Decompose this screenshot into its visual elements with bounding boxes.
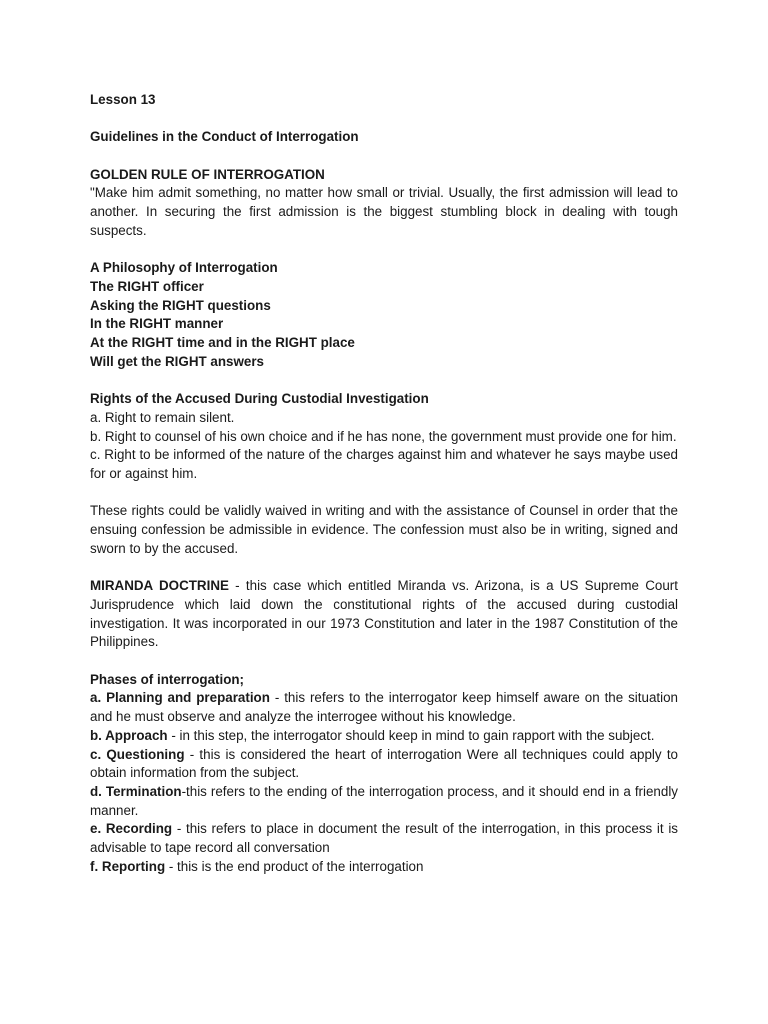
phase-term: b. Approach — [90, 727, 168, 743]
phase-item — [90, 727, 678, 746]
phases-section — [90, 671, 678, 877]
phases-title: Phases of interrogation; — [90, 671, 245, 687]
phase-text: - this refers to the interrogator keep himself aware on the situation and he must observe and analyze the interrogee without his knowledge. — [90, 690, 678, 725]
spacer — [90, 559, 678, 578]
philosophy-line: At the RIGHT time and in the RIGHT place — [90, 335, 355, 351]
lesson-number: Lesson 13 — [90, 92, 156, 107]
phase-item — [90, 858, 678, 877]
rights-item: a. Right to remain silent. — [90, 409, 235, 425]
spacer — [90, 372, 678, 391]
phase-text: - this is the end product of the interrogation — [165, 858, 424, 874]
philosophy-title: A Philosophy of Interrogation — [90, 260, 278, 276]
spacer — [90, 110, 678, 129]
miranda-term: MIRANDA DOCTRINE — [90, 578, 229, 594]
phase-item — [90, 783, 678, 820]
golden-rule-text: "Make him admit something, no matter how small or trivial. Usually, the first admission will lead to another. In securing the first admission is the biggest stumbling block in dealing with tough suspects. — [90, 185, 678, 238]
phase-term: f. Reporting — [90, 858, 166, 874]
waiver-paragraph: These rights could be validly waived in writing and with the assistance of Counsel in order that the ensuing confession be admissible in evidence. The confession must also be in writing, signed and sworn to by the accused. — [90, 503, 678, 556]
spacer — [90, 241, 678, 260]
philosophy-line: In the RIGHT manner — [90, 316, 224, 332]
phase-item — [90, 820, 678, 857]
phase-term: e. Recording — [90, 821, 173, 837]
phase-text: -this refers to the ending of the interrogation process, and it should end in a friendly manner. — [90, 783, 678, 818]
rights-section — [90, 390, 678, 484]
rights-item: c. Right to be informed of the nature of the charges against him and whatever he says maybe used for or against him. — [90, 447, 678, 481]
document-page — [90, 91, 678, 876]
philosophy-section — [90, 259, 678, 371]
spacer — [90, 484, 678, 503]
phase-item — [90, 689, 678, 726]
miranda-text: - this case which entitled Miranda vs. Arizona, is a US Supreme Court Jurisprudence which laid down the constitutional rights of the accused during custodial investigation. It was incorporated in our 1973 Constitution and later in the 1987 Constitution of the Philippines. — [90, 578, 678, 650]
phase-term: a. Planning and preparation — [90, 690, 270, 706]
golden-rule-title: GOLDEN RULE OF INTERROGATION — [90, 166, 325, 182]
miranda-paragraph — [90, 577, 678, 652]
phase-text: - this is considered the heart of interrogation Were all techniques could apply to obtain information from the subject. — [90, 746, 679, 781]
phase-item — [90, 746, 678, 783]
rights-title: Rights of the Accused During Custodial Investigation — [90, 391, 429, 407]
phase-text: - in this step, the interrogator should keep in mind to gain rapport with the subject. — [167, 727, 655, 743]
phase-term: d. Termination — [90, 783, 182, 799]
spacer — [90, 147, 678, 166]
phase-term: c. Questioning — [90, 746, 185, 762]
philosophy-line: Will get the RIGHT answers — [90, 353, 264, 369]
rights-item: b. Right to counsel of his own choice and if he has none, the government must provide one for him. — [90, 428, 677, 444]
document-heading: Guidelines in the Conduct of Interrogation — [90, 129, 359, 145]
phase-text: - this refers to place in document the result of the interrogation, in this process it is advisable to tape record all conversation — [90, 821, 678, 856]
philosophy-line: The RIGHT officer — [90, 278, 204, 294]
philosophy-line: Asking the RIGHT questions — [90, 297, 271, 313]
spacer — [90, 652, 678, 671]
